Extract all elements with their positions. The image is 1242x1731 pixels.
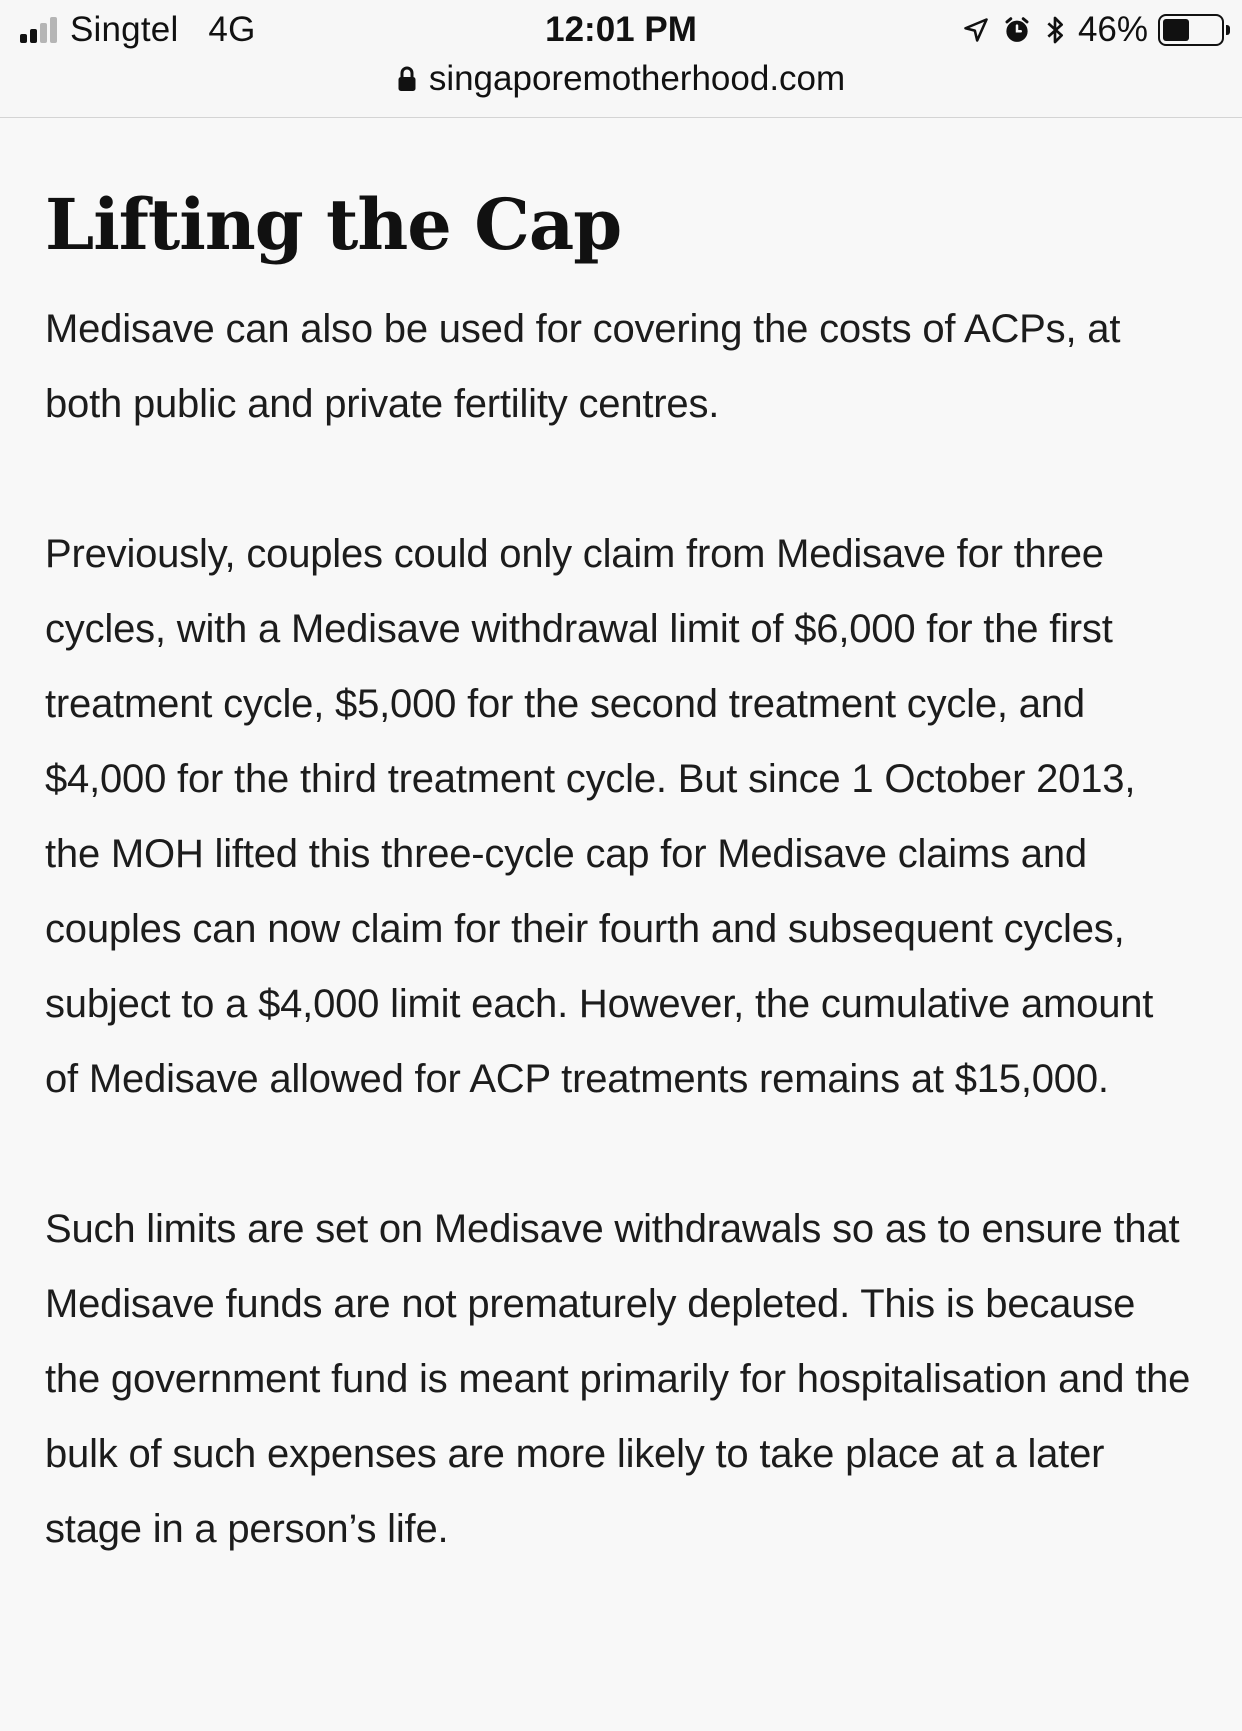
battery-icon [1158, 14, 1224, 46]
bluetooth-icon [1044, 14, 1066, 46]
lock-icon [397, 65, 417, 93]
battery-fill [1163, 19, 1189, 41]
article-content [0, 119, 1242, 1731]
signal-icon [20, 17, 60, 43]
status-right [962, 8, 1224, 52]
battery-nub [1226, 25, 1230, 35]
status-time: 12:01 PM [545, 10, 697, 49]
paragraph-2: Previously, couples could only claim from Medisave for three cycles, with a Medisave withdrawal limit of $6,000 for the first treatment cycle, $5,000 for the second treatment cycle, and $4,000 for the third treatment cycle. But since 1 October 2013, the MOH lifted this three-cycle cap for Medisave claims and couples can now claim for their fourth and subsequent cycles, subject to a $4,000 limit each. However, the cumulative amount of Medisave allowed for ACP treatments remains at $15,000. [45, 532, 1154, 1101]
status-bar [0, 0, 1242, 118]
battery-percent: 46% [1077, 10, 1148, 49]
location-arrow-icon [962, 16, 990, 44]
address-bar[interactable] [0, 56, 1242, 102]
status-left [20, 8, 256, 52]
url-text[interactable]: singaporemotherhood.com [428, 59, 846, 98]
paragraph-3: Such limits are set on Medisave withdrawals so as to ensure that Medisave funds are not prematurely depleted. This is because the government fund is meant primarily for hospitalisation and the bulk of such expenses are more likely to take place at a later stage in a person’s life. [45, 1207, 1191, 1551]
paragraph-1: Medisave can also be used for covering the costs of ACPs, at both public and private fertility centres. [45, 307, 1121, 426]
carrier-name: Singtel [70, 10, 179, 49]
article-heading: Lifting the Cap [45, 183, 622, 266]
network-type: 4G [208, 10, 256, 49]
alarm-icon [1002, 15, 1032, 45]
